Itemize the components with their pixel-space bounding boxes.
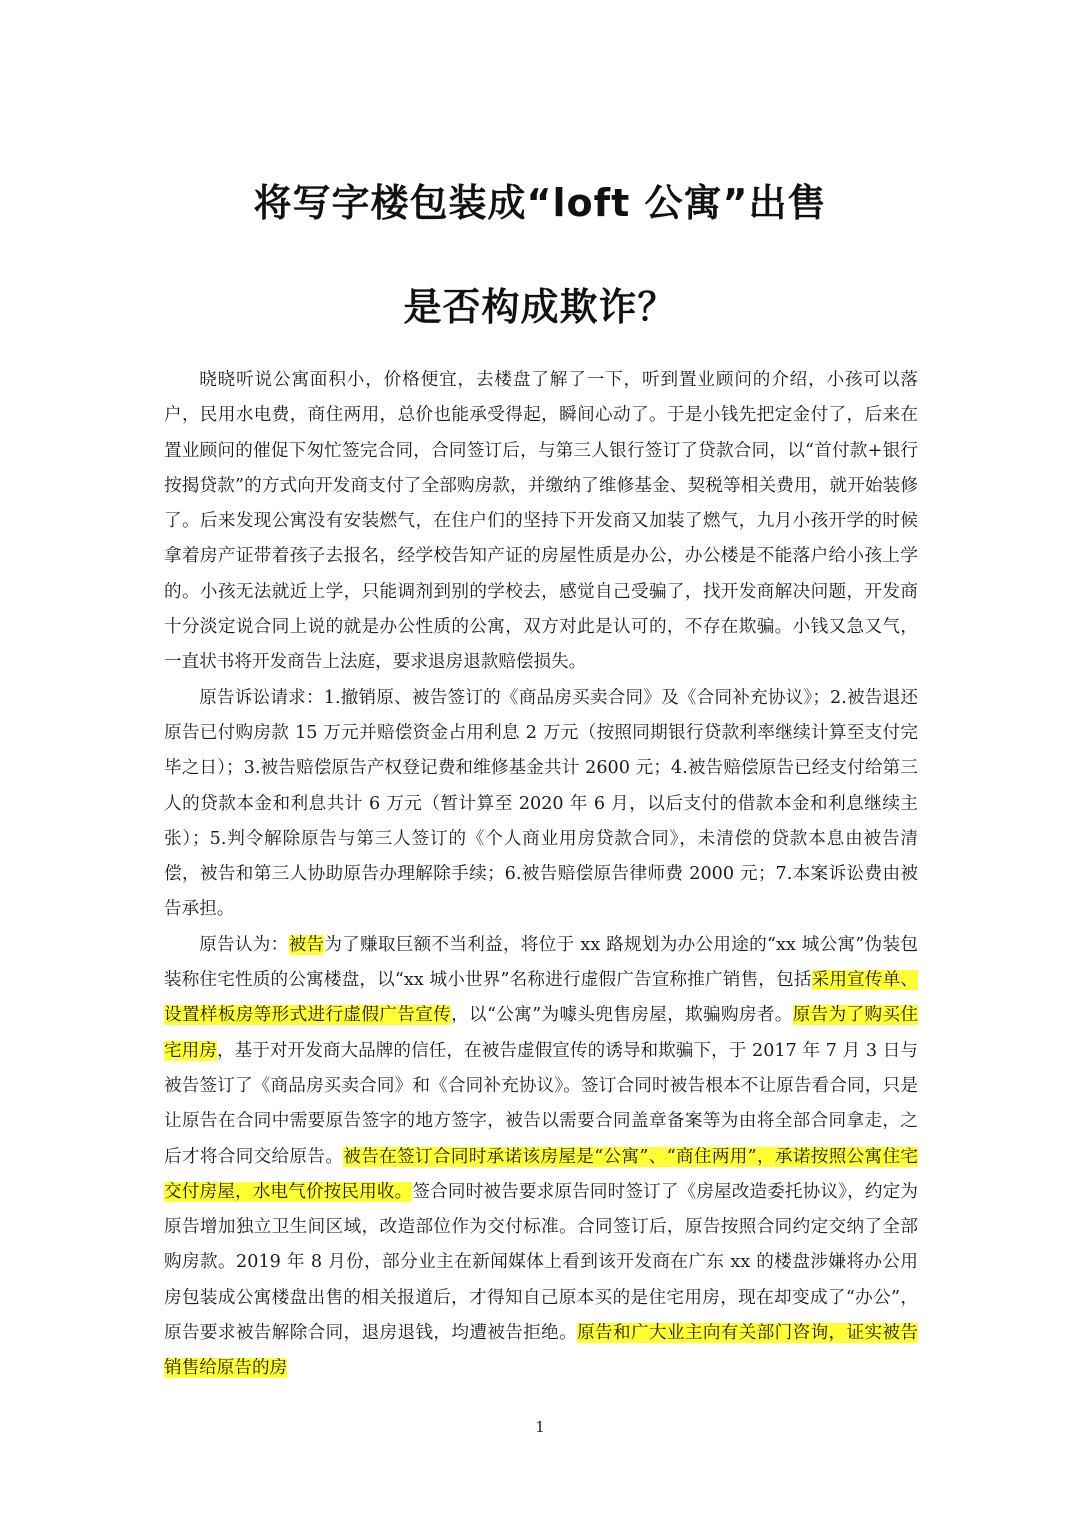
highlighted-text: 原告和广大业主向有关部门咨询，证实被告销售给原告的房 — [164, 1323, 918, 1379]
title-line-2: 是否构成欺诈？ — [403, 285, 677, 329]
text-segment: ，以“公寓”为噱头兜售房屋，欺骗购房者。 — [451, 1005, 793, 1026]
page-number: 1 — [535, 1418, 545, 1436]
highlighted-text: 采用宣传单、设置样板房等形式进行虚假广告宣传 — [164, 970, 918, 1026]
highlighted-text: 被告在签订合同时承诺该房屋是“公寓”、“商住两用”，承诺按照公寓住宅交付房屋，水电气价按民用收。 — [164, 1146, 918, 1202]
text-segment: 原告认为： — [199, 934, 289, 955]
text-segment: 为了赚取巨额不当利益，将位于 xx 路规划为办公用途的“xx 城公寓”伪装包装称住宅性质的公寓楼盘，以“xx 城小世界”名称进行虚假广告宣称推广销售，包括 — [164, 934, 918, 991]
paragraph-claims: 原告诉讼请求：1.撤销原、被告签订的《商品房买卖合同》及《合同补充协议》；2.被告退还原告已付购房款 15 万元并赔偿资金占用利息 2 万元（按照同期银行贷款利率继续计算至支付完毕之日）；3.被告赔偿原告产权登记费和维修基金共计 2600 元；4.被告赔偿原告已经支付给第三人的贷款本金和利息共计 6 万元（暂计算至 2020 年 6 月，以后支付的借款本金和利息继续主张）；5.判令解除原告与第三人签订的《个人商业用房贷款合同》，未清偿的贷款本息由被告清偿，被告和第三人协助原告办理解除手续；6.被告赔偿原告律师费 2000 元；7.本案诉讼费由被告承担。 — [164, 687, 918, 920]
document-body — [164, 363, 918, 1387]
highlighted-text: 原告为了购买住宅用房 — [164, 1005, 918, 1061]
paragraph-plaintiff-view — [164, 928, 918, 1387]
highlighted-text: 被告 — [288, 934, 325, 955]
title-line-1: 将写字楼包装成“loft 公寓”出售 — [253, 181, 827, 225]
text-segment: 签合同时被告要求原告同时签订了《房屋改造委托协议》，约定为原告增加独立卫生间区域，改造部位作为交付标准。合同签订后，原告按照合同约定交纳了全部购房款。2019 年 8 月份，部分业主在新闻媒体上看到该开发商在广东 xx 的楼盘涉嫌将办公用房包装成公寓楼盘出售的相关报道后，才得知自己原本买的是住宅用房，现在却变成了“办公”，原告要求被告解除合同，退房退钱，均遭被告拒绝。 — [164, 1181, 918, 1344]
paragraph-story: 晓晓听说公寓面积小，价格便宜，去楼盘了解了一下，听到置业顾问的介绍，小孩可以落户，民用水电费，商住两用，总价也能承受得起，瞬间心动了。于是小钱先把定金付了，后来在置业顾问的催促下匆忙签完合同，合同签订后，与第三人银行签订了贷款合同，以“首付款+银行按揭贷款”的方式向开发商支付了全部购房款，并缴纳了维修基金、契税等相关费用，就开始装修了。后来发现公寓没有安装燃气，在住户们的坚持下开发商又加装了燃气，九月小孩开学的时候拿着房产证带着孩子去报名，经学校告知产证的房屋性质是办公，办公楼是不能落户给小孩上学的。小孩无法就近上学，只能调剂到别的学校去，感觉自己受骗了，找开发商解决问题，开发商十分淡定说合同上说的就是办公性质的公寓，双方对此是认可的，不存在欺骗。小钱又急又气，一直状书将开发商告上法庭，要求退房退款赔偿损失。 — [164, 370, 918, 673]
text-segment: ，基于对开发商大品牌的信任，在被告虚假宣传的诱导和欺骗下，于 2017 年 7 月 3 日与被告签订了《商品房买卖合同》和《合同补充协议》。签订合同时被告根本不让原告看合同，只是让原告在合同中需要原告签字的地方签字，被告以需要合同盖章备案等为由将全部合同拿走，之后才将合同交给原告。 — [164, 1040, 918, 1167]
